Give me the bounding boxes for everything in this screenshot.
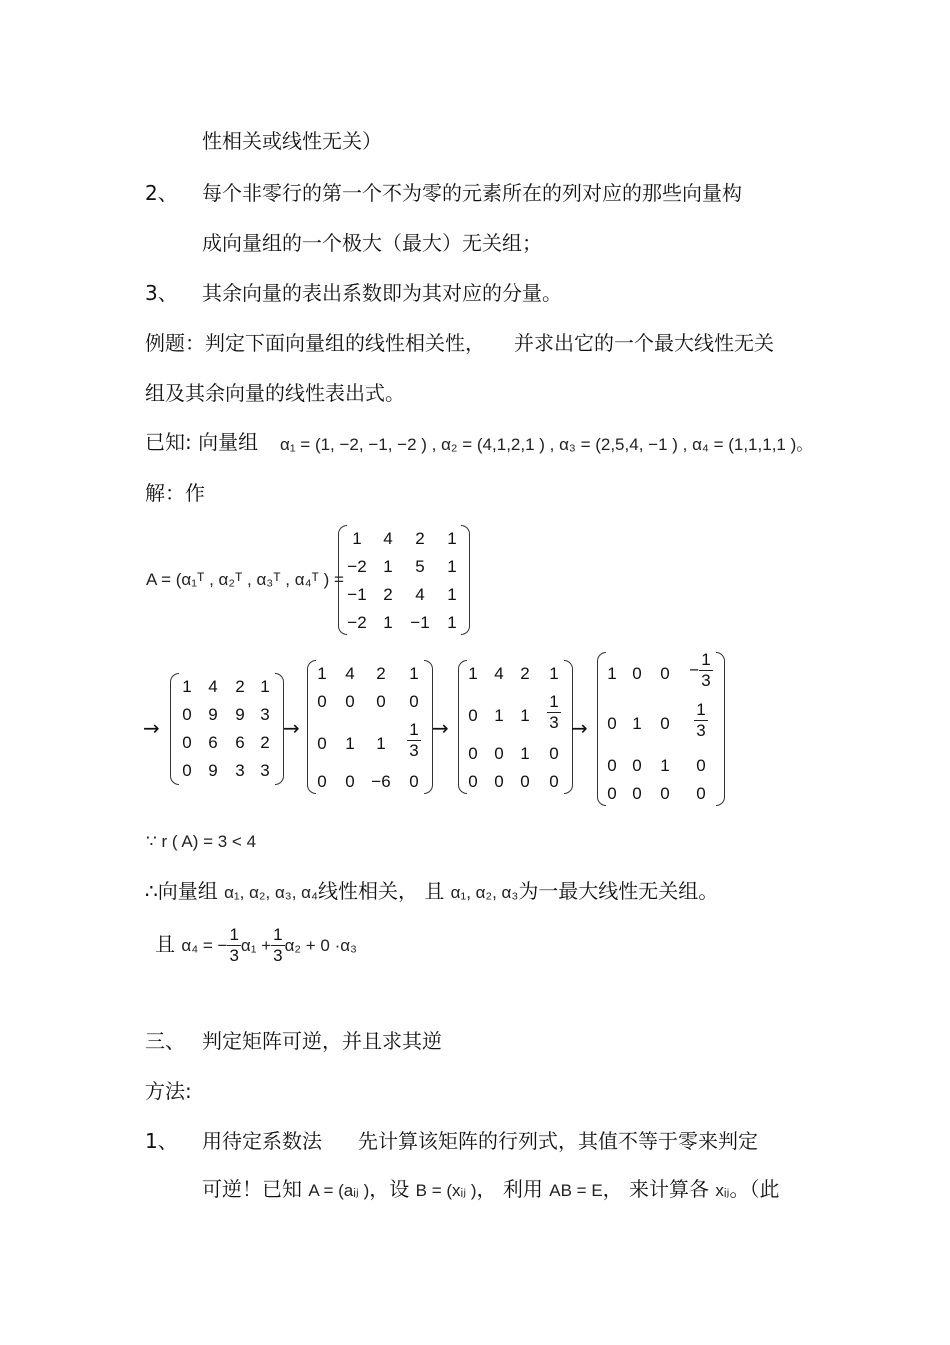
matrix-cell: 0 <box>660 714 670 733</box>
matrix-cell: 4 <box>415 585 425 604</box>
minus-sign: − <box>689 660 700 680</box>
fraction <box>227 925 240 966</box>
numerator: 1 <box>273 925 283 944</box>
matrix-cell: 0 <box>607 756 617 775</box>
matrix-cell: 1 <box>468 664 478 683</box>
numerator: 1 <box>229 925 239 944</box>
matrix-cell: 1 <box>632 714 642 733</box>
matrix-cell: 9 <box>235 705 245 724</box>
expr-lhs: α₄ = − <box>181 936 228 955</box>
fraction <box>694 700 707 741</box>
matrix-cell: 4 <box>208 677 218 696</box>
matrix-cell <box>686 700 716 741</box>
arrow: → <box>432 716 449 740</box>
matrix-cell: 1 <box>182 677 192 696</box>
matrix-cell: −1 <box>347 585 367 604</box>
matrix-cell: 2 <box>415 529 425 548</box>
matrix-cell: 1 <box>520 706 530 725</box>
text-part: ，设 <box>369 1177 410 1201</box>
arrow: → <box>143 716 160 740</box>
text-line: 先计算该矩阵的行列式，其值不等于零来判定 <box>358 1129 758 1153</box>
matrix-cell: 1 <box>447 529 457 548</box>
conclusion-prefix: ∴向量组 <box>145 879 218 903</box>
matrix-cell: −6 <box>371 772 391 791</box>
matrix-cell: 0 <box>520 772 530 791</box>
matrix-cell: 0 <box>607 714 617 733</box>
matrix-cell: 0 <box>549 772 559 791</box>
matrix-cell <box>686 650 716 691</box>
section-title: 判定矩阵可逆，并且求其逆 <box>202 1029 442 1053</box>
numerator: 1 <box>701 650 711 669</box>
matrix-cell <box>399 720 429 761</box>
matrix-cell: 0 <box>660 664 670 683</box>
conclusion-line <box>145 879 718 905</box>
matrix-cell: 0 <box>182 733 192 752</box>
numerator: 1 <box>409 720 419 739</box>
matrix-cell: 4 <box>494 664 504 683</box>
matrix-cell: 0 <box>632 756 642 775</box>
text-line: 成向量组的一个极大（最大）无关组； <box>202 231 542 255</box>
matrix-cell: −2 <box>347 613 367 632</box>
matrix-cell: 9 <box>208 761 218 780</box>
identity-equation: AB = E <box>549 1181 603 1200</box>
fraction <box>699 650 712 691</box>
list-number: 3、 <box>145 281 178 305</box>
conclusion-mid: 线性相关， 且 <box>317 879 445 903</box>
matrix-cell: 0 <box>494 744 504 763</box>
arrow: → <box>571 716 588 740</box>
matrix-cell: 1 <box>260 677 270 696</box>
fraction <box>407 720 420 761</box>
arrow: → <box>283 716 300 740</box>
text-line: 用待定系数法 <box>202 1129 322 1153</box>
fraction <box>271 925 284 966</box>
matrix-cell: 0 <box>632 664 642 683</box>
matrix-cell: 2 <box>383 585 393 604</box>
matrix-A <box>338 525 470 635</box>
matrix-cell: 0 <box>317 734 327 753</box>
linear-expression <box>155 922 357 968</box>
matrix-cell: 1 <box>494 706 504 725</box>
matrix-cell: 0 <box>345 692 355 711</box>
matrix-step-2 <box>307 660 433 794</box>
list-number: 1、 <box>145 1129 178 1153</box>
matrix-cell: 0 <box>696 756 706 775</box>
matrix-cell: 0 <box>549 744 559 763</box>
matrix-cell: 9 <box>208 705 218 724</box>
matrix-cell: −2 <box>347 557 367 576</box>
matrix-cell: 6 <box>208 733 218 752</box>
given-label: 已知: 向量组 <box>145 430 259 454</box>
matrix-cell: 1 <box>607 664 617 683</box>
matrix-cell: 1 <box>376 734 386 753</box>
text-part: 。（此 <box>729 1177 780 1201</box>
matrix-cell: 1 <box>447 557 457 576</box>
section-number: 三、 <box>145 1029 185 1053</box>
matrix-cell: 0 <box>468 706 478 725</box>
matrix-cell: 2 <box>376 664 386 683</box>
matrix-cell: 5 <box>415 557 425 576</box>
text-part: ， 来计算各 <box>602 1177 710 1201</box>
expr-a2: α₂ + 0 ·α₃ <box>284 936 357 955</box>
text-part: ， 利用 <box>476 1177 543 1201</box>
matrix-cell <box>539 692 569 733</box>
matrix-cell: 1 <box>383 613 393 632</box>
matrix-cell: 0 <box>468 772 478 791</box>
matrix-A-definition: A = (α₁ᵀ , α₂ᵀ , α₃ᵀ , α₄ᵀ ) = <box>146 570 344 589</box>
conclusion-end: 为一最大线性无关组。 <box>518 879 719 903</box>
text-line: 每个非零行的第一个不为零的元素所在的列对应的那些向量构 <box>202 181 742 205</box>
text-line: 并求出它的一个最大线性无关 <box>514 331 774 355</box>
matrix-cell: 0 <box>409 772 419 791</box>
denominator: 3 <box>273 946 283 965</box>
matrix-cell: 2 <box>235 677 245 696</box>
denominator: 3 <box>549 713 559 732</box>
text-line: 其余向量的表出系数即为其对应的分量。 <box>202 281 562 305</box>
bracket-right <box>716 652 725 806</box>
matrix-cell: 3 <box>260 705 270 724</box>
vector-definitions <box>280 433 813 457</box>
method-label: 方法: <box>145 1079 192 1103</box>
denominator: 3 <box>701 671 711 690</box>
fraction <box>547 692 560 733</box>
matrix-cell: 0 <box>182 761 192 780</box>
matrix-cell: 4 <box>383 529 393 548</box>
matrix-cell: 0 <box>345 772 355 791</box>
matrix-A-entries: A = (aᵢⱼ ) <box>308 1181 370 1200</box>
denominator: 3 <box>696 721 706 740</box>
matrix-step-3 <box>458 660 573 794</box>
matrix-step-4 <box>597 652 725 806</box>
matrix-cell: 0 <box>317 692 327 711</box>
text-line <box>202 1177 780 1203</box>
text-line: 组及其余向量的线性表出式。 <box>145 381 405 405</box>
denominator: 3 <box>409 741 419 760</box>
matrix-cell: 4 <box>345 664 355 683</box>
text-line: 性相关或线性无关） <box>202 129 382 153</box>
matrix-cell: 1 <box>317 664 327 683</box>
expression-prefix: 且 <box>155 932 175 956</box>
matrix-cell: −1 <box>410 613 430 632</box>
matrix-cell: 6 <box>235 733 245 752</box>
period: 。 <box>796 435 814 454</box>
numerator: 1 <box>696 700 706 719</box>
matrix-cell: 3 <box>260 761 270 780</box>
expr-a1: α₁ + <box>240 936 272 955</box>
matrix-cell: 1 <box>409 664 419 683</box>
matrix-cell: 1 <box>345 734 355 753</box>
matrix-cell: 2 <box>520 664 530 683</box>
matrix-cell: 0 <box>696 784 706 803</box>
basis-set: α₁, α₂, α₃ <box>450 883 519 902</box>
text-part: 可逆！已知 <box>202 1177 302 1201</box>
matrix-cell: 1 <box>352 529 362 548</box>
matrix-cell: 1 <box>447 613 457 632</box>
matrix-cell: 1 <box>520 744 530 763</box>
matrix-cell: 0 <box>494 772 504 791</box>
matrix-cell: 1 <box>383 557 393 576</box>
matrix-cell: 0 <box>660 784 670 803</box>
matrix-step-1 <box>170 673 284 785</box>
numerator: 1 <box>549 692 559 711</box>
matrix-cell: 0 <box>376 692 386 711</box>
unknown-entries: xᵢⱼ <box>715 1181 730 1200</box>
matrix-cell: 1 <box>447 585 457 604</box>
matrix-cell: 0 <box>632 784 642 803</box>
vectors-formula: α₁ = (1, −2, −1, −2 ) , α₂ = (4,1,2,1 ) , α₃ = (2,5,4, −1 ) , α₄ = (1,1,1,1 ) <box>280 435 797 454</box>
list-number: 2、 <box>145 181 178 205</box>
rank-statement: ∵ r ( A) = 3 < 4 <box>146 832 257 851</box>
matrix-cell: 0 <box>409 692 419 711</box>
matrix-cell: 0 <box>607 784 617 803</box>
matrix-cell: 0 <box>182 705 192 724</box>
example-heading: 例题：判定下面向量组的线性相关性， <box>145 331 485 355</box>
denominator: 3 <box>229 946 239 965</box>
matrix-cell: 0 <box>317 772 327 791</box>
solution-label: 解：作 <box>145 481 205 505</box>
matrix-B-entries: B = (xᵢⱼ ) <box>415 1181 477 1200</box>
matrix-cell: 3 <box>235 761 245 780</box>
matrix-cell: 1 <box>660 756 670 775</box>
matrix-cell: 2 <box>260 733 270 752</box>
matrix-cell: 1 <box>549 664 559 683</box>
vector-set: α₁, α₂, α₃, α₄ <box>224 883 318 902</box>
matrix-cell: 0 <box>468 744 478 763</box>
